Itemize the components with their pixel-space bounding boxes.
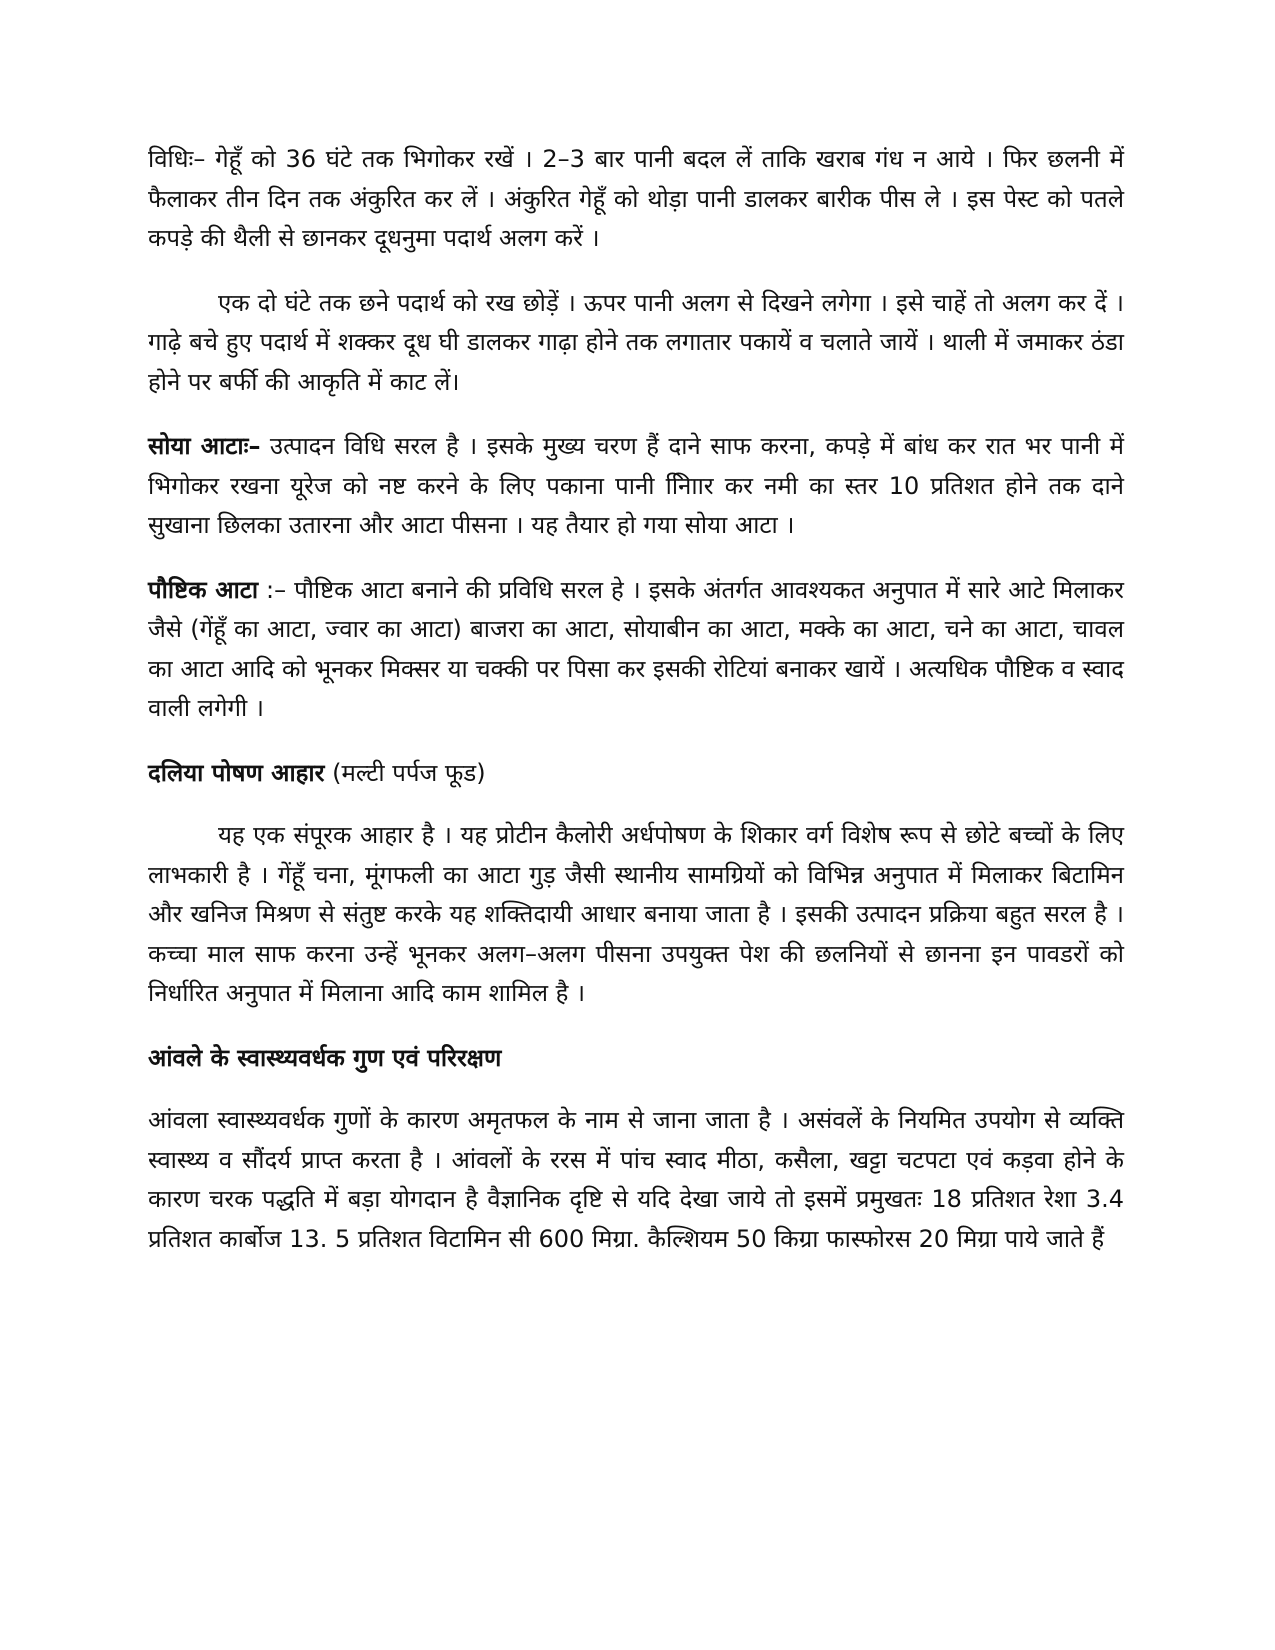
amla-heading: आंवले के स्वास्थ्यवर्धक गुण एवं परिरक्षण: [148, 1043, 502, 1072]
paushtik-atta-title: पौष्टिक आटा: [148, 575, 259, 604]
daliya-body: यह एक संपूरक आहार है । यह प्रोटीन कैलोरी अर्धपोषण के शिकार वर्ग विशेष रूप से छोटे बच्चों के लिए लाभकारी है । गेंहूँ चना, मूंगफली का आटा गुड़ जैसी स्थानीय सामग्रियों को विभिन्न अनुपात में मिलाकर बिटामिन और खनिज मिश्रण से संतुष्ट करके यह शक्तिदायी आधार बनाया जाता है । इसकी उत्पादन प्रक्रिया बहुत सरल है । कच्चा माल साफ करना उन्हें भूनकर अलग–अलग पीसना उपयुक्त पेश की छलनियों से छानना इन पावडरों को निर्धारित अनुपात में मिलाना आदि काम शामिल है ।: [148, 821, 1124, 1007]
paragraph-method: विधिः– गेहूँ को 36 घंटे तक भिगोकर रखें । 2–3 बार पानी बदल लें ताकि खराब गंध न आये । फिर छलनी में फैलाकर तीन दिन तक अंकुरित कर लें । अंकुरित गेहूँ को थोड़ा पानी डालकर बारीक पीस ले । इस पेस्ट को पतले कपड़े की थैली से छानकर दूधनुमा पदार्थ अलग करें ।: [148, 145, 1124, 252]
section-soya-atta: [148, 427, 1124, 546]
paragraph-method-continued: एक दो घंटे तक छने पदार्थ को रख छोड़ें । ऊपर पानी अलग से दिखने लगेगा । इसे चाहें तो अलग कर दें । गाढ़े बचे हुए पदार्थ में शक्कर दूध घी डालकर गाढ़ा होने तक लगातार पकायें व चलाते जायें । थाली में जमाकर ठंडा होने पर बर्फी की आकृति में काट लें।: [148, 288, 1124, 396]
soya-atta-body: उत्पादन विधि सरल है । इसके मुख्य चरण हैं दाने साफ करना, कपड़े में बांध कर रात भर पानी में भिगोकर रखना यूरेज को नष्ट करने के लिए पकाना पानी निाािर कर नमी का स्तर 10 प्रतिशत होने तक दाने सुखाना छिलका उतारना और आटा पीसना । यह तैयार हो गया सोया आटा ।: [148, 432, 1124, 539]
daliya-title: दलिया पोषण आहार: [148, 758, 325, 787]
amla-body: आंवला स्वास्थ्यवर्धक गुणों के कारण अमृतफल के नाम से जाना जाता है । असंवलें के नियमित उपयोग से व्यक्ति स्वास्थ्य व सौंदर्य प्राप्त करता है । आंवलों के ररस में पांच स्वाद मीठा, कसैला, खट्टा चटपटा एवं कड़वा होने के कारण चरक पद्धति में बड़ा योगदान है वैज्ञानिक दृष्टि से यदि देखा जाये तो इसमें प्रमुखतः 18 प्रतिशत रेशा 3.4 प्रतिशत कार्बोज 13. 5 प्रतिशत विटामिन सी 600 मिग्रा. कैल्शियम 50 किग्रा फास्फोरस 20 मिग्रा पाये जाते हैं: [148, 1106, 1124, 1253]
daliya-heading: [148, 754, 1124, 794]
section-paushtik-atta: [148, 571, 1124, 729]
daliya-subtitle: (मल्टी पर्पज फूड): [324, 758, 486, 787]
soya-atta-title: सोया आटाः–: [148, 432, 261, 460]
document-page: [148, 140, 1124, 1284]
paushtik-atta-body: :– पौष्टिक आटा बनाने की प्रविधि सरल हे । इसके अंतर्गत आवश्यकत अनुपात में सारे आटे मिलाकर जैसे (गेंहूँ का आटा, ज्वार का आटा) बाजरा का आटा, सोयाबीन का आटा, मक्के का आटा, चने का आटा, चावल का आटा आदि को भूनकर मिक्सर या चक्की पर पिसा कर इसकी रोटियां बनाकर खायें । अत्यधिक पौष्टिक व स्वाद वाली लगेगी ।: [148, 575, 1124, 722]
